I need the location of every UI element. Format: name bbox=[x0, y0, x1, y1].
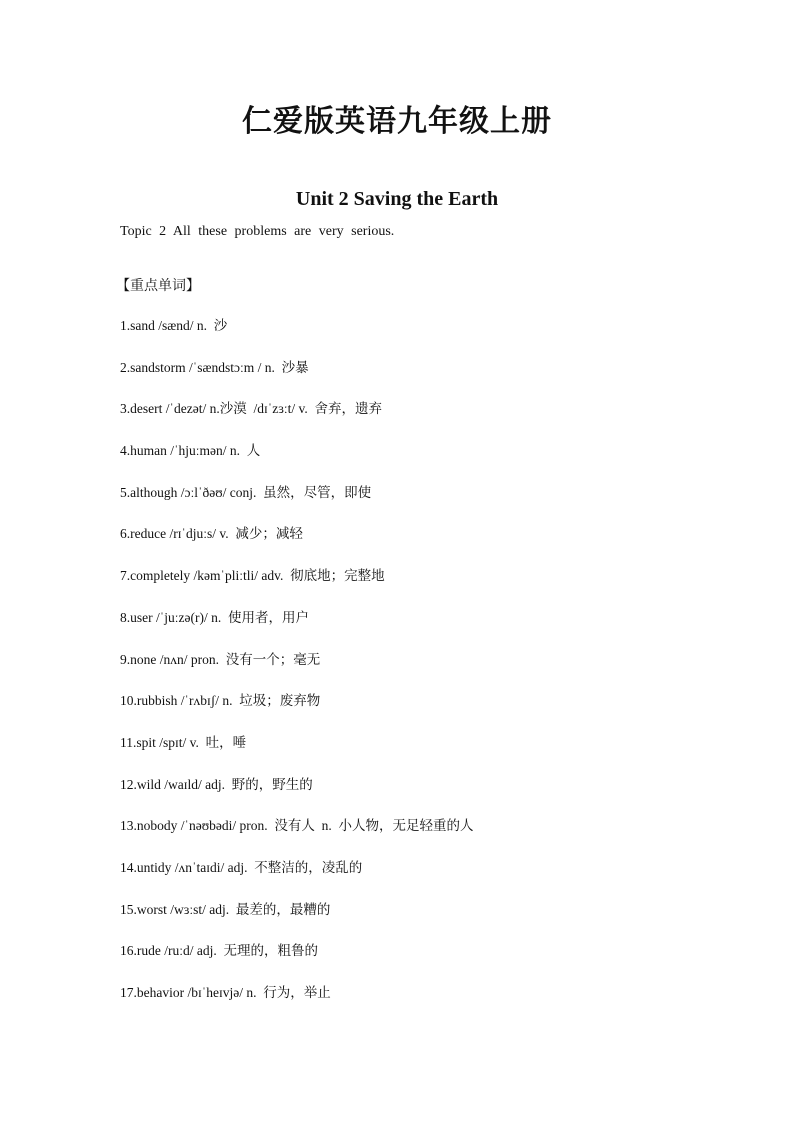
vocab-english: 5.although /ɔːlˈðəʊ/ conj. bbox=[120, 484, 257, 500]
vocab-chinese: 沙漠 bbox=[219, 401, 247, 418]
vocab-item bbox=[120, 691, 474, 733]
vocab-chinese: 沙 bbox=[213, 318, 228, 334]
vocab-chinese: 无理的，粗鲁的 bbox=[223, 943, 318, 960]
vocab-english: 7.completely /kəmˈpliːtli/ adv. bbox=[120, 568, 284, 584]
vocab-english: 12.wild /waɪld/ adj. bbox=[120, 776, 225, 792]
vocab-chinese: 沙暴 bbox=[281, 359, 309, 376]
vocab-chinese: 吐，唾 bbox=[205, 734, 247, 751]
vocab-chinese: 不整洁的，凌乱的 bbox=[254, 859, 363, 876]
vocab-item bbox=[120, 399, 474, 441]
vocab-english: 4.human /ˈhjuːmən/ n. bbox=[120, 443, 240, 459]
vocab-item bbox=[120, 524, 474, 566]
vocab-english: 17.behavior /bɪˈheɪvjə/ n. bbox=[120, 985, 257, 1000]
vocab-english-alt: /dɪˈzɜːt/ v. bbox=[253, 401, 308, 417]
vocab-chinese: 最差的，最糟的 bbox=[235, 901, 331, 918]
vocab-chinese: 没有一个；毫无 bbox=[225, 651, 321, 668]
vocab-item bbox=[120, 900, 474, 942]
vocab-english: 9.none /nʌn/ pron. bbox=[120, 651, 219, 667]
vocab-item bbox=[120, 775, 474, 817]
vocab-item bbox=[120, 441, 474, 483]
topic-line: Topic 2 All these problems are very serious. bbox=[120, 224, 395, 239]
vocab-item bbox=[120, 733, 474, 775]
document-title: 仁爱版英语九年级上册 bbox=[242, 104, 552, 139]
vocab-english-alt: n. bbox=[321, 818, 332, 834]
vocab-chinese-alt: 舍弃，遗弃 bbox=[314, 401, 383, 418]
vocab-item bbox=[120, 358, 474, 400]
vocab-chinese: 垃圾；废弃物 bbox=[239, 693, 321, 710]
vocab-chinese: 彻底地；完整地 bbox=[290, 568, 385, 585]
vocab-english: 8.user /ˈjuːzə(r)/ n. bbox=[120, 609, 222, 625]
vocab-chinese-alt: 小人物，无足轻重的人 bbox=[338, 818, 474, 835]
section-label: 【重点单词】 bbox=[116, 278, 200, 294]
vocab-english: 15.worst /wɜːst/ adj. bbox=[120, 901, 230, 917]
vocab-item bbox=[120, 566, 474, 608]
vocab-english: 3.desert /ˈdezət/ n. bbox=[120, 401, 220, 417]
vocab-chinese: 行为，举止 bbox=[263, 985, 331, 1001]
vocab-chinese: 减少；减轻 bbox=[235, 526, 303, 543]
vocab-item bbox=[120, 858, 474, 900]
vocab-item bbox=[120, 941, 474, 983]
vocab-item bbox=[120, 608, 474, 650]
vocab-item bbox=[120, 983, 474, 1025]
vocab-english: 2.sandstorm /ˈsændstɔːm / n. bbox=[120, 359, 275, 375]
vocab-english: 16.rude /ruːd/ adj. bbox=[120, 943, 217, 959]
vocab-english: 11.spit /spɪt/ v. bbox=[120, 734, 199, 750]
vocab-item bbox=[120, 650, 474, 692]
vocab-item bbox=[120, 816, 474, 858]
vocab-item bbox=[120, 316, 474, 358]
vocab-english: 10.rubbish /ˈrʌbɪʃ/ n. bbox=[120, 693, 233, 709]
unit-title: Unit 2 Saving the Earth bbox=[295, 188, 499, 210]
vocab-english: 13.nobody /ˈnəʊbədi/ pron. bbox=[120, 818, 268, 834]
vocab-english: 1.sand /sænd/ n. bbox=[120, 318, 208, 333]
vocab-english: 14.untidy /ʌnˈtaɪdi/ adj. bbox=[120, 859, 248, 875]
vocab-chinese: 使用者，用户 bbox=[227, 609, 309, 626]
vocab-chinese: 虽然，尽管，即使 bbox=[263, 484, 372, 501]
vocab-chinese: 野的，野生的 bbox=[231, 776, 313, 793]
vocab-chinese: 人 bbox=[246, 443, 261, 460]
vocab-item bbox=[120, 483, 474, 525]
vocab-chinese: 没有人 bbox=[274, 818, 315, 835]
vocab-list bbox=[120, 316, 474, 1025]
vocab-english: 6.reduce /rɪˈdjuːs/ v. bbox=[120, 526, 229, 542]
